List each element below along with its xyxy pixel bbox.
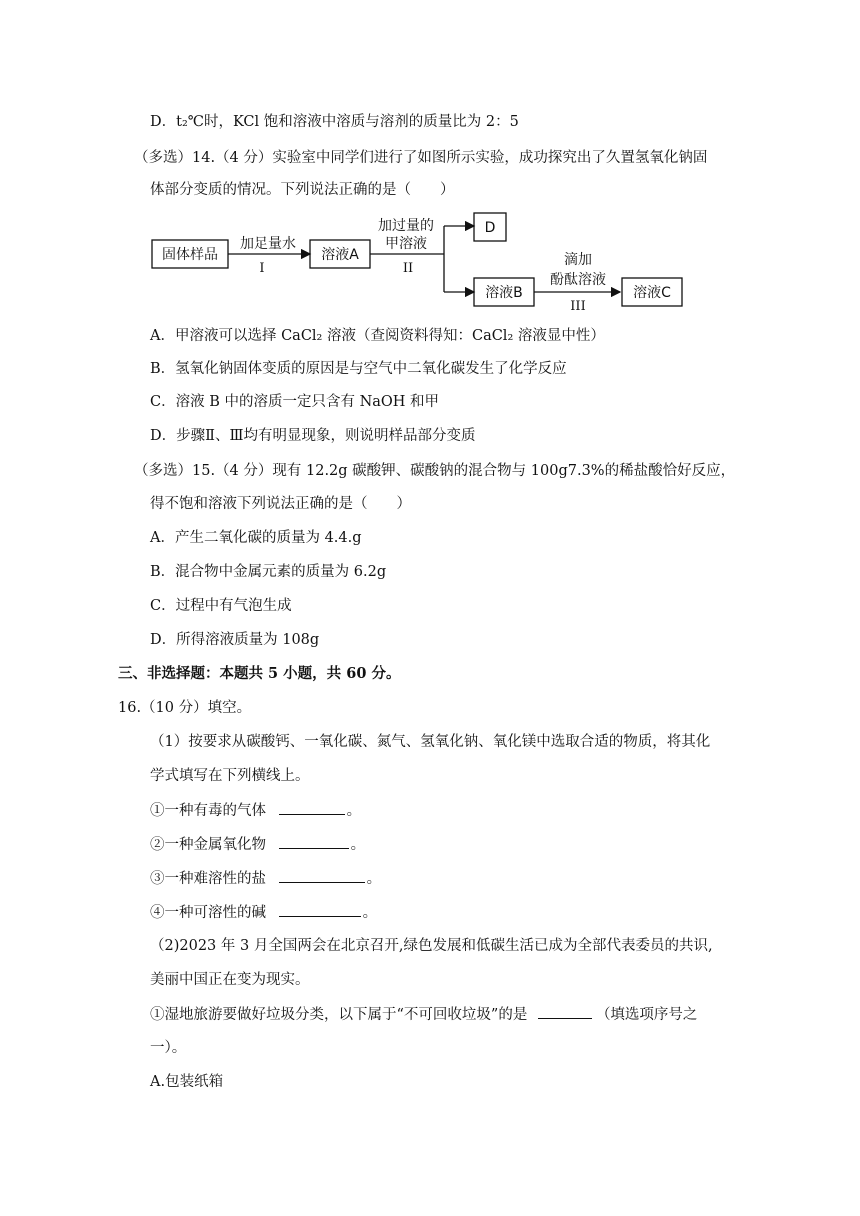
- period: 。: [350, 837, 366, 853]
- q16-part2-line1: （2)2023 年 3 月全国两会在北京召开,绿色发展和低碳生活已成为全部代表委员的共识,: [150, 938, 713, 954]
- answer-blank[interactable]: [279, 868, 365, 883]
- q16-part1-line1: （1）按要求从碳酸钙、一氧化碳、氮气、氢氧化钠、氧化镁中选取合适的物质，将其化: [150, 734, 711, 750]
- q15-stem-line1: （多选）15.（4 分）现有 12.2g 碳酸钾、碳酸钠的混合物与 100g7.3%的稀盐酸恰好反应，: [134, 463, 736, 479]
- q14-option-b: B．氢氧化钠固体变质的原因是与空气中二氧化碳发生了化学反应: [150, 361, 567, 377]
- q15-option-d: D．所得溶液质量为 108g: [150, 632, 320, 648]
- q15-stem-line2: 得不饱和溶液下列说法正确的是（ ）: [150, 496, 411, 512]
- q14-option-c: C．溶液 B 中的溶质一定只含有 NaOH 和甲: [150, 394, 440, 410]
- arrow-step-2-numeral: II: [402, 261, 414, 276]
- q15-option-b: B．混合物中金属元素的质量为 6.2g: [150, 564, 387, 580]
- q16-item-2-text: ②一种金属氧化物: [150, 837, 266, 853]
- q16-item-4-text: ④一种可溶性的碱: [150, 905, 266, 921]
- answer-blank[interactable]: [279, 902, 361, 917]
- q16-item-1: [150, 800, 361, 821]
- period: 。: [362, 905, 378, 921]
- q16-part2-item-1-text: ①湿地旅游要做好垃圾分类，以下属于“不可回收垃圾”的是: [150, 1007, 528, 1023]
- box-solid-sample-label: 固体样品: [162, 247, 218, 263]
- q16-item-3-text: ③一种难溶性的盐: [150, 871, 266, 887]
- q16-part2-item-1-tail: （填选项序号之: [595, 1007, 698, 1023]
- q16-item-4: [150, 902, 377, 923]
- q15-option-a: A．产生二氧化碳的质量为 4.4.g: [150, 530, 362, 546]
- answer-blank[interactable]: [279, 834, 349, 849]
- q16-item-1-text: ①一种有毒的气体: [150, 803, 266, 819]
- q13-option-d: D．t₂℃时，KCl 饱和溶液中溶质与溶剂的质量比为 2：5: [150, 114, 519, 130]
- q16-part2-item-1-cont: 一）。: [150, 1040, 187, 1056]
- q16-stem: 16.（10 分）填空。: [118, 700, 252, 716]
- answer-blank[interactable]: [538, 1004, 592, 1019]
- q16-part1-line2: 学式填写在下列横线上。: [150, 768, 310, 784]
- q16-part2-item-1: [150, 1004, 697, 1025]
- q14-option-a: A．甲溶液可以选择 CaCl₂ 溶液（查阅资料得知：CaCl₂ 溶液显中性）: [150, 328, 605, 344]
- box-solution-c-label: 溶液C: [633, 285, 671, 301]
- box-d-label: D: [484, 220, 496, 236]
- q14-stem-line2: 体部分变质的情况。下列说法正确的是（ ）: [150, 182, 455, 198]
- answer-blank[interactable]: [279, 800, 345, 815]
- q16-option-a: A.包装纸箱: [150, 1074, 224, 1090]
- q16-part2-line2: 美丽中国正在变为现实。: [150, 972, 310, 988]
- q16-item-2: [150, 834, 365, 855]
- q14-stem-line1: （多选）14.（4 分）实验室中同学们进行了如图所示实验，成功探究出了久置氢氧化钠固: [134, 150, 708, 166]
- arrow-step-3-numeral: III: [570, 299, 586, 314]
- period: 。: [346, 803, 362, 819]
- arrow-step-2-label-2: 甲溶液: [385, 236, 427, 252]
- box-solution-b-label: 溶液B: [485, 285, 523, 301]
- q15-option-c: C．过程中有气泡生成: [150, 598, 292, 614]
- arrow-step-1-numeral: I: [259, 261, 265, 276]
- arrow-step-1-label: 加足量水: [240, 236, 296, 252]
- q16-item-3: [150, 868, 381, 889]
- arrow-step-3-label-1: 滴加: [564, 252, 592, 268]
- section-heading: 三、非选择题：本题共 5 小题，共 60 分。: [118, 665, 401, 682]
- q14-option-d: D．步骤Ⅱ、Ⅲ均有明显现象，则说明样品部分变质: [150, 428, 476, 444]
- arrow-step-3-label-2: 酚酞溶液: [550, 272, 606, 288]
- arrow-step-2-label-1: 加过量的: [378, 218, 434, 234]
- box-solution-a-label: 溶液A: [321, 247, 359, 263]
- period: 。: [366, 871, 382, 887]
- q14-flow-diagram: [150, 212, 710, 318]
